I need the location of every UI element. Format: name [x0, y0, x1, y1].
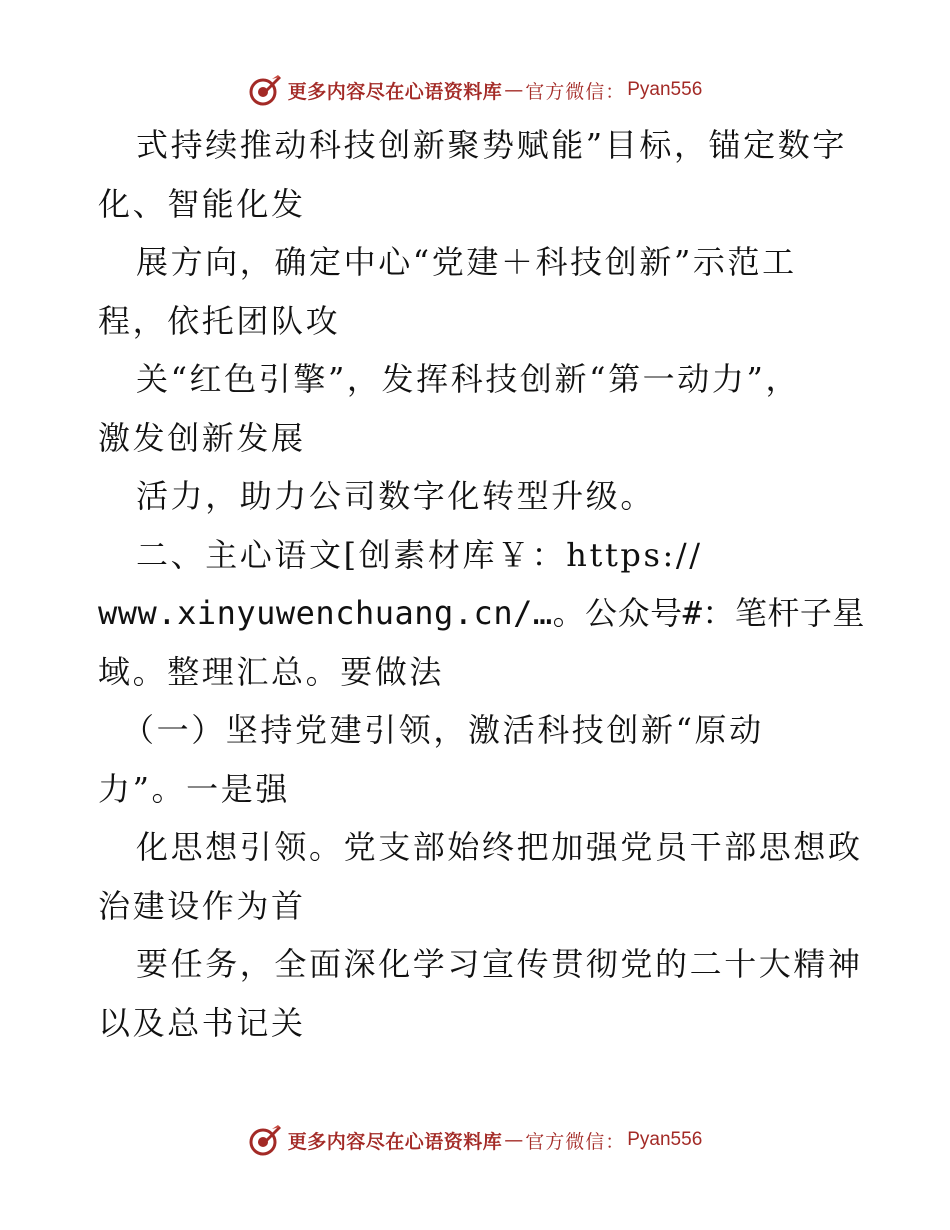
text-line: 关“红色引擎”，发挥科技创新“第一动力”，	[136, 360, 801, 398]
quill-logo-icon	[248, 73, 282, 107]
text-line: 化思想引领。党支部始终把加强党员干部思想政	[136, 828, 863, 866]
watermark-dash: —	[504, 1129, 524, 1151]
footer-watermark	[0, 1120, 950, 1160]
header-watermark	[0, 70, 950, 110]
text-line: 活力，助力公司数字化转型升级。	[136, 477, 656, 515]
watermark-wechat-label: 官方微信：	[525, 1130, 626, 1153]
document-body	[98, 116, 865, 1052]
text-line: 要任务，全面深化学习宣传贯彻党的二十大精神	[136, 945, 863, 983]
text-line: 以及总书记关	[98, 1003, 306, 1042]
text-line: 力”。一是强	[98, 769, 290, 808]
text-line: www.xinyuwenchuang.cn/…。公众号#：笔杆子星	[98, 594, 865, 632]
text-line: 治建设作为首	[98, 886, 306, 925]
text-line: 展方向，确定中心“党建＋科技创新”示范工	[136, 243, 797, 281]
text-line: 程，依托团队攻	[98, 301, 341, 340]
text-line: 域。整理汇总。要做法	[98, 652, 445, 691]
watermark-dash: —	[504, 79, 524, 101]
text-line: 激发创新发展	[98, 418, 306, 457]
watermark-text: 更多内容尽在心语资料库	[287, 80, 503, 103]
watermark-wechat-id: Pyan556	[627, 1129, 703, 1150]
text-line: 二、主心语文[创素材库￥：https://	[136, 535, 703, 574]
quill-logo-icon	[248, 1123, 282, 1157]
text-line: 式持续推动科技创新聚势赋能”目标，锚定数字	[136, 126, 847, 164]
watermark-text: 更多内容尽在心语资料库	[287, 1130, 503, 1153]
watermark-wechat-id: Pyan556	[627, 79, 703, 100]
watermark-wechat-label: 官方微信：	[525, 80, 626, 103]
text-line: （一）坚持党建引领，激活科技创新“原动	[122, 711, 764, 749]
text-line: 化、智能化发	[98, 184, 306, 223]
